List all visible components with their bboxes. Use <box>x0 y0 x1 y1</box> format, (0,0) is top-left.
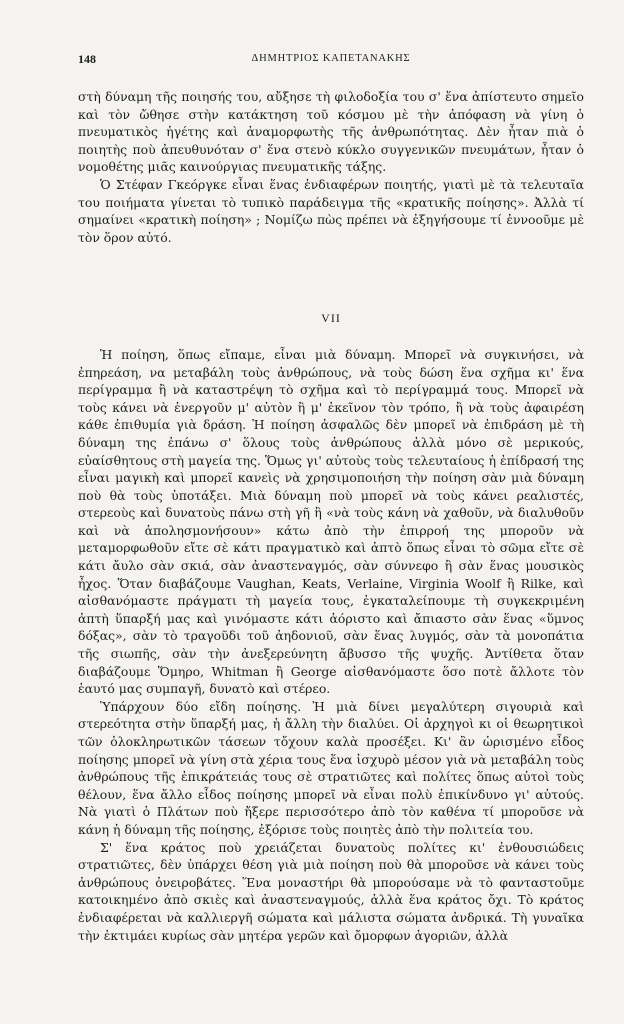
paragraph: Ὁ Στέφαν Γκεόργκε εἶναι ἕνας ἐνδιαφέρων ποιητής, γιατὶ μὲ τὰ τελευταῖα του ποιήματα γίνεται τὸ τυπικὸ παράδειγμα τῆς «κρατικῆς ποίησης». Ἀλλὰ τί σημαίνει «κρατικὴ ποίηση» ; Νομίζω πὼς πρέπει νὰ ἐξηγήσουμε τί ἐννοοῦμε μὲ τὸν ὅρον αὐτό. <box>78 176 584 245</box>
paragraph: στὴ δύναμη τῆς ποιησής του, αὔξησε τὴ φιλοδοξία του σ' ἕνα ἀπίστευτο σημεῖο καὶ τὸν ὤθησε στὴν κατάκτηση τοῦ κόσμου μὲ τὴν ἀπόφαση νὰ γίνη ὁ πνευματικὸς ἡγέτης καὶ ἀναμορφωτὴς τῆς ἀνθρωπότητας. Δὲν ἦταν πιὰ ὁ ποιητὴς ποὺ ἀπευθυνόταν σ' ἕνα στενὸ κύκλο συγγενικῶν πνευμάτων, ἦταν ὁ νομοθέτης μιᾶς καινούργιας πνευματικῆς τάξης. <box>78 89 584 175</box>
paragraph: Ὑπάρχουν δύο εἴδη ποίησης. Ἡ μιὰ δίνει μεγαλύτερη σιγουριὰ καὶ στερεότητα στὴν ὕπαρξή μας, ἡ ἄλλη τὴν διαλύει. Οἱ ἀρχηγοὶ κι οἱ θεωρητικοὶ τῶν ὁλοκληρωτικῶν τάσεων τὄχουν καλὰ προσέξει. Κι' ἂν ὡρισμένο εἶδος ποίησης μπορεῖ νὰ γίνη στὰ χέρια τους ἕνα ἰσχυρὸ μέσον γιὰ νὰ μεταβάλη τοὺς ἀνθρώπους τῆς ἐπικράτειάς τους σὲ στρατιῶτες καὶ πολίτες ὅπως αὐτοὶ τοὺς θέλουν, ἕνα ἄλλο εἶδος ποίησης μπορεῖ νὰ εἶναι πολὺ ἐπικίνδυνο γι' αὐτούς. Νὰ γιατὶ ὁ Πλάτων ποὺ ἤξερε περισσότερο ἀπὸ τὸν καθένα τί μποροῦσε νὰ κάνη ἡ δύναμη τῆς ποίησης, ἐξόρισε τοὺς ποιητὲς ἀπὸ τὴν πολιτεία του. <box>78 698 584 837</box>
paragraph: Ἡ ποίηση, ὅπως εἴπαμε, εἶναι μιὰ δύναμη. Μπορεῖ νὰ συγκινήσει, νὰ ἐπηρεάση, να μεταβάλη τοὺς ἀνθρώπους, νὰ τοὺς δώση ἕνα σχῆμα κι' ἕνα περίγραμμα ἢ νὰ καταστρέψη τὸ σχῆμα καὶ τὸ περίγραμμά τους. Μπορεῖ νὰ τοὺς κάνει νὰ ἐνεργοῦν μ' αὐτὸν ἢ μ' ἐκεῖνον τὸν τρόπο, ἢ νὰ τοὺς ἀφαιρέση κάθε ἐπιθυμία γιὰ δράση. Ἡ ποίηση ἀσφαλῶς δὲν μπορεῖ νὰ ἐπιδράση μὲ τὴ δύναμη της ἐπάνω σ' ὅλους τοὺς ἀνθρώπους ἀλλὰ μόνο σὲ μερικούς, εὐαίσθητους στὴ μαγεία της. Ὅμως γι' αὐτοὺς τοὺς τελευταίους ἡ ἐπίδρασή της εἶναι μαγικὴ καὶ μπορεῖ κανεὶς νὰ χρησιμοποιήση τὴν ποίηση σὰν μιὰ δύναμη ποὺ θὰ τοὺς ὑποτάξει. Μιὰ δύναμη ποὺ μπορεῖ νὰ τοὺς κάνει ρεαλιστές, στερεοὺς καὶ δυνατοὺς πάνω στὴ γῆ ἢ «νὰ τοὺς κάνη νὰ χαθοῦν, νὰ διαλυθοῦν καὶ νὰ ἀπολησμονήσουν» κάτω ἀπὸ τὴν ἐπιρροή της μποροῦν νὰ μεταμορφωθοῦν εἴτε σὲ κάτι πραγματικὸ καὶ ἀπτὸ ὅπως εἶναι τὸ σῶμα εἴτε σὲ κάτι ἄυλο σὰν σκιά, σὰν ἀναστεναγμός, σὰν σύννεφο ἢ σὰν ἕνας μουσικὸς ἦχος. Ὅταν διαβάζουμε Vaughan, Keats, Verlaine, Virginia Woolf ἢ Rilke, καὶ αἰσθανόμαστε πράγματι τὴ μαγεία τους, ἐγκαταλείπουμε τὴ συγκεκριμένη ἁπτὴ ὕπαρξή μας καὶ γινόμαστε κάτι ἀόριστο καὶ ἄπιαστο σὰν ἕνας «ὕμνος δόξας», σὰν τὸ τραγοῦδι τοῦ ἀηδονιοῦ, σὰν ἕνας λυγμός, σὰν τὰ μονοπάτια τῆς σιωπῆς, σὰν τὴν ἀνεξερεύνητη ἄβυσσο τῆς ψυχῆς. Ἀντίθετα ὅταν διαβάζουμε Ὅμηρο, Whitman ἢ George αἰσθανόμαστε ὅσο ποτὲ ἄλλοτε τὸν ἑαυτό μας συμπαγῆ, δυνατὸ καὶ στέρεο. <box>78 346 584 697</box>
page-header <box>78 52 584 70</box>
running-head: ΔΗΜΗΤΡΙΟΣ ΚΑΠΕΤΑΝΑΚΗΣ <box>251 53 411 64</box>
page-number: 148 <box>78 52 96 66</box>
body-text <box>78 88 584 944</box>
paragraph: Σ' ἕνα κράτος ποὺ χρειάζεται δυνατοὺς πολίτες κι' ἐνθουσιώδεις στρατιῶτες, δὲν ὑπάρχει θέση γιὰ μιὰ ποίηση ποὺ θὰ μποροῦσε νὰ κάνει τοὺς ἀνθρώπους ὀνειροβάτες. Ἕνα μοναστήρι θὰ μπορούσαμε νὰ τὸ φανταστοῦμε κατοικημένο ἀπὸ σκιὲς καὶ ἀναστεναγμούς, ἀλλὰ ἕνα κράτος ὄχι. Τὸ κράτος ἐνδιαφέρεται νὰ καλλιεργῆ σώματα καὶ μάλιστα σώματα ἀνδρικά. Τὴ γυναῖκα τὴν ἐκτιμάει κυρίως σὰν μητέρα γερῶν καὶ ὄμορφων ἀγοριῶν, ἀλλὰ <box>78 839 584 943</box>
section-heading: VII <box>321 311 341 326</box>
